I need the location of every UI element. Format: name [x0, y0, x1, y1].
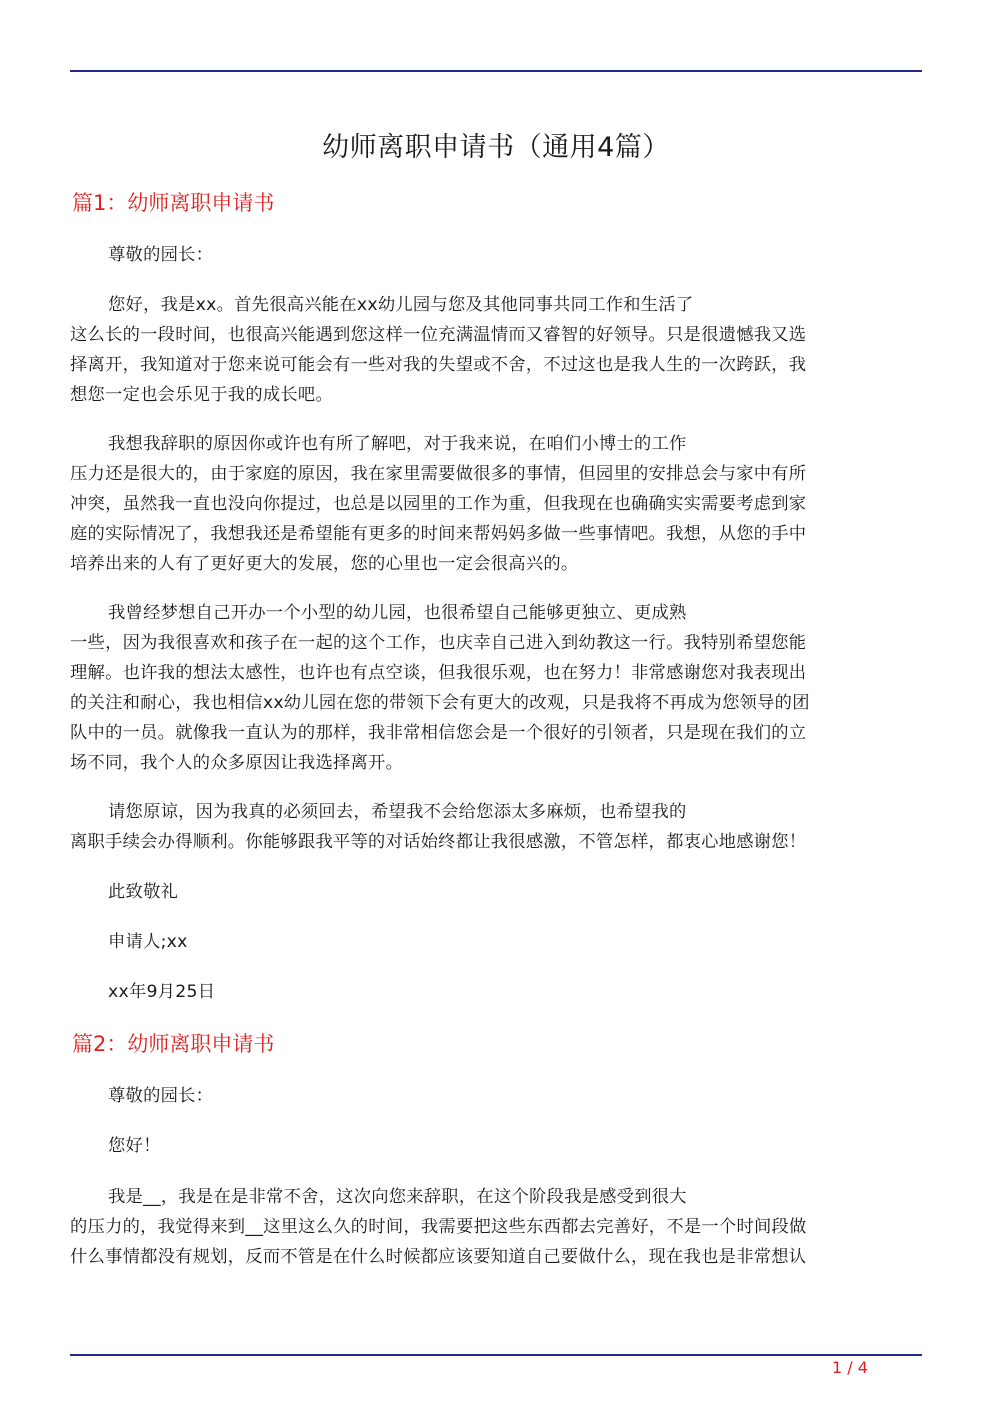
paragraph-line: 我曾经梦想自己开办一个小型的幼儿园，也很希望自己能够更独立、更成熟 [108, 603, 687, 623]
section-1-heading: 篇1：幼师离职申请书 [72, 191, 275, 215]
section-2-greeting [70, 1131, 916, 1161]
salutation-line: 尊敬的园长： [108, 245, 214, 265]
paragraph-line: 择离开，我知道对于您来说可能会有一些对我的失望或不舍，不过这也是我人生的一次跨跃，我 [70, 355, 807, 375]
paragraph-line: 庭的实际情况了，我想我还是希望能有更多的时间来帮妈妈多做一些事情吧。我想，从您的手中 [70, 524, 807, 544]
paragraph-line: 冲突，虽然我一直也没向你提过，也总是以园里的工作为重，但我现在也确确实实需要考虑到家 [70, 494, 807, 514]
document-title: 幼师离职申请书（通用4篇） [322, 132, 670, 163]
paragraph-line: 培养出来的人有了更好更大的发展，您的心里也一定会很高兴的。 [70, 554, 579, 574]
section-1-paragraph-1 [70, 290, 916, 410]
section-2-salutation [70, 1081, 916, 1111]
paragraph-line: 我是__，我是在是非常不舍，这次向您来辞职，在这个阶段我是感受到很大 [108, 1187, 687, 1207]
paragraph-line: 您好，我是xx。首先很高兴能在xx幼儿园与您及其他同事共同工作和生活了 [108, 295, 694, 315]
page-number: 1 / 4 [832, 1358, 868, 1377]
section-1-paragraph-4 [70, 797, 916, 857]
paragraph-line: 一些，因为我很喜欢和孩子在一起的这个工作，也庆幸自己进入到幼教这一行。我特别希望您能 [70, 633, 807, 653]
section-2-paragraph-1 [70, 1182, 916, 1272]
closing-line: 此致敬礼 [108, 882, 179, 902]
section-1-salutation [70, 240, 916, 270]
paragraph-line: 离职手续会办得顺利。你能够跟我平等的对话始终都让我很感激，不管怎样，都衷心地感谢您！ [70, 832, 807, 852]
paragraph-line: 的关注和耐心，我也相信xx幼儿园在您的带领下会有更大的改观，只是我将不再成为您领导的团 [70, 693, 810, 713]
section-1-closing [70, 877, 916, 907]
paragraph-line: 这么长的一段时间，也很高兴能遇到您这样一位充满温情而又睿智的好领导。只是很遗憾我又选 [70, 325, 807, 345]
greeting-line: 您好！ [108, 1136, 161, 1156]
paragraph-line: 什么事情都没有规划，反而不管是在什么时候都应该要知道自己要做什么，现在我也是非常想认 [70, 1247, 807, 1267]
section-1-date [70, 977, 916, 1007]
salutation-line: 尊敬的园长： [108, 1086, 214, 1106]
paragraph-line: 场不同，我个人的众多原因让我选择离开。 [70, 753, 404, 773]
applicant-line: 申请人;xx [108, 932, 188, 952]
section-1-applicant [70, 927, 916, 957]
paragraph-line: 压力还是很大的，由于家庭的原因，我在家里需要做很多的事情，但园里的安排总会与家中有所 [70, 464, 807, 484]
section-1-paragraph-2 [70, 429, 916, 579]
paragraph-line: 想您一定也会乐见于我的成长吧。 [70, 385, 333, 405]
date-line: xx年9月25日 [108, 982, 216, 1002]
paragraph-line: 理解。也许我的想法太感性，也许也有点空谈，但我很乐观，也在努力！非常感谢您对我表现出 [70, 663, 807, 683]
section-2-heading: 篇2：幼师离职申请书 [72, 1032, 275, 1056]
paragraph-line: 请您原谅，因为我真的必须回去，希望我不会给您添太多麻烦，也希望我的 [108, 802, 687, 822]
paragraph-line: 队中的一员。就像我一直认为的那样，我非常相信您会是一个很好的引领者，只是现在我们的立 [70, 723, 807, 743]
footer-rule [70, 1354, 922, 1356]
paragraph-line: 我想我辞职的原因你或许也有所了解吧，对于我来说，在咱们小博士的工作 [108, 434, 687, 454]
section-1-paragraph-3 [70, 598, 916, 778]
header-rule [70, 70, 922, 72]
paragraph-line: 的压力的，我觉得来到__这里这么久的时间，我需要把这些东西都去完善好，不是一个时间段做 [70, 1217, 807, 1237]
